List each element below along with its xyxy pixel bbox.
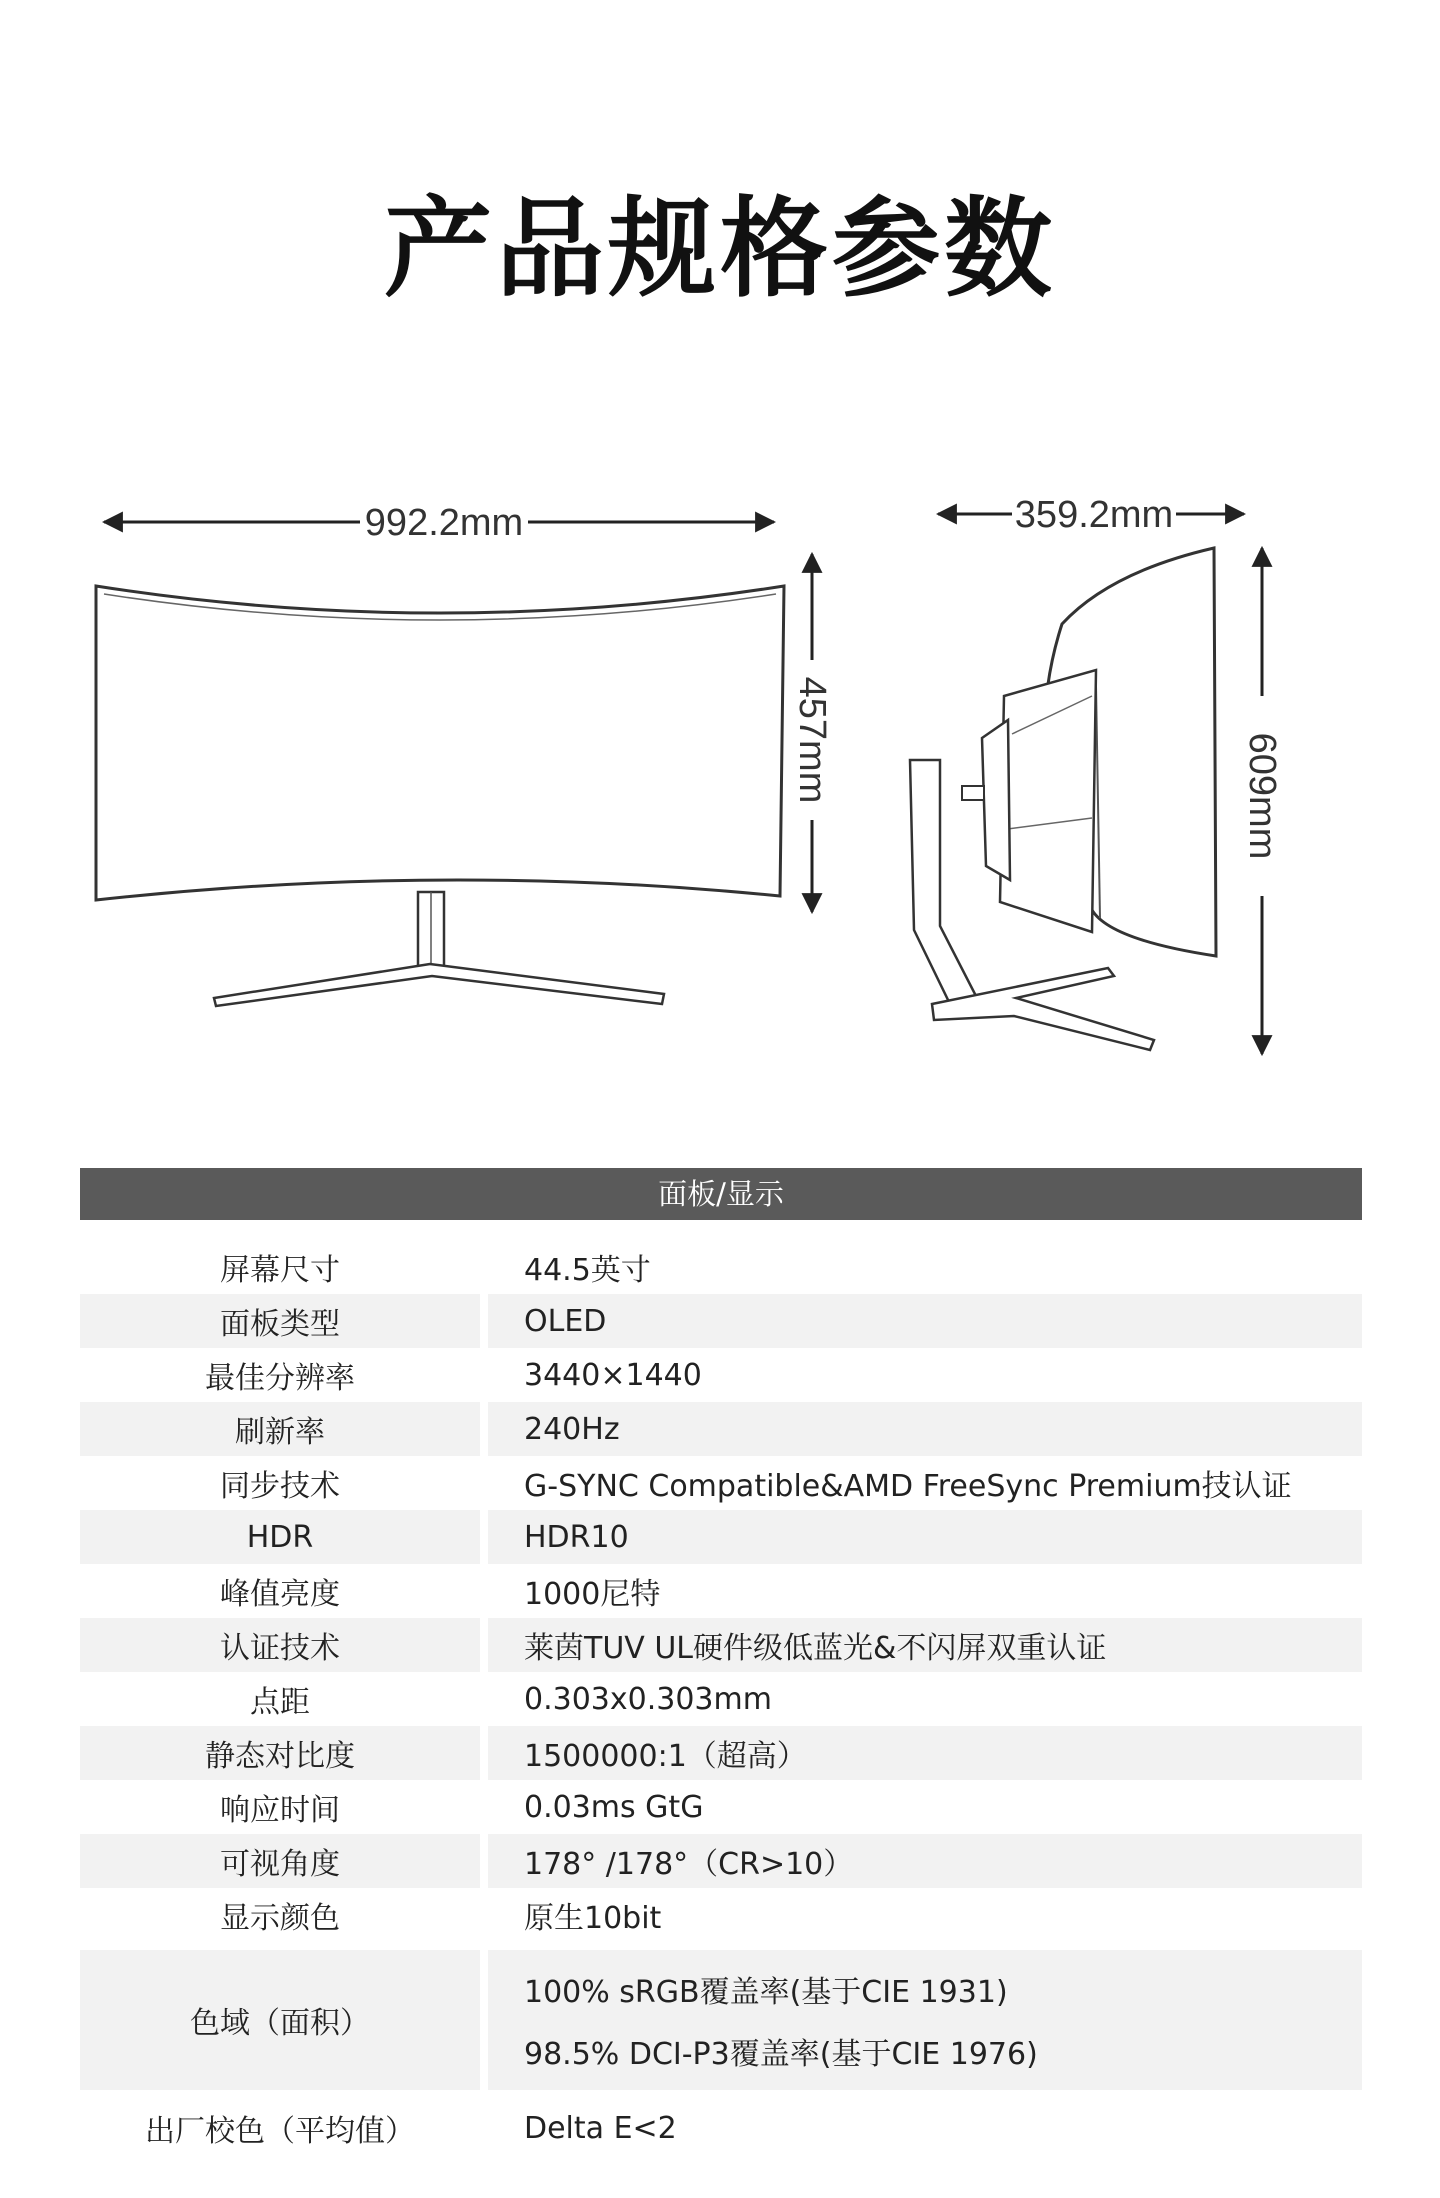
spec-row-refresh-rate — [80, 1402, 1362, 1456]
spec-value: 178° /178°（CR>10） — [488, 1834, 1362, 1888]
spec-label: 屏幕尺寸 — [220, 1253, 340, 1288]
spec-row-pixel-pitch — [80, 1672, 1362, 1726]
section-header: 面板/显示 — [80, 1168, 1362, 1220]
spec-value: 0.03ms GtG — [524, 1789, 704, 1825]
spec-row-sync — [80, 1456, 1362, 1510]
spec-label: 点距 — [250, 1685, 310, 1720]
spec-value: G-SYNC Compatible&AMD FreeSync Premium技认证 — [524, 1469, 1292, 1504]
monitor-dimension-diagram — [0, 470, 1440, 1090]
spec-row-certification — [80, 1618, 1362, 1672]
spec-label: 出厂校色（平均值） — [145, 2114, 415, 2149]
spec-row-contrast — [80, 1726, 1362, 1780]
spec-label: 显示颜色 — [220, 1901, 340, 1936]
monitor-side-view — [910, 548, 1216, 1050]
gamut-dci-p3: 98.5% DCI-P3覆盖率(基于CIE 1976) — [524, 2037, 1038, 2072]
spec-value: 44.5英寸 — [524, 1253, 651, 1288]
depth-dimension — [938, 494, 1244, 536]
spec-value: Delta E<2 — [524, 2110, 677, 2146]
spec-row-color-depth — [80, 1888, 1362, 1942]
spec-row-response-time — [80, 1780, 1362, 1834]
spec-label: 刷新率 — [80, 1402, 480, 1456]
gamut-srgb: 100% sRGB覆盖率(基于CIE 1931) — [524, 1975, 1008, 2010]
spec-value: 1500000:1（超高） — [488, 1726, 1362, 1780]
spec-label: HDR — [80, 1510, 480, 1564]
page-title: 产品规格参数 — [383, 187, 1056, 312]
width-label: 992.2mm — [364, 502, 524, 544]
spec-label: 静态对比度 — [80, 1726, 480, 1780]
height-dimension — [791, 554, 833, 912]
spec-value: 1000尼特 — [524, 1577, 661, 1612]
height-label: 457mm — [791, 676, 833, 804]
spec-label: 最佳分辨率 — [205, 1361, 355, 1396]
spec-value: 莱茵TUV UL硬件级低蓝光&不闪屏双重认证 — [488, 1618, 1362, 1672]
spec-value: 240Hz — [488, 1402, 1362, 1456]
spec-row-brightness — [80, 1564, 1362, 1618]
spec-value — [488, 1950, 1362, 2090]
total-height-label: 609mm — [1241, 732, 1283, 860]
spec-label: 同步技术 — [220, 1469, 340, 1504]
spec-label: 峰值亮度 — [220, 1577, 340, 1612]
spec-label: 响应时间 — [220, 1793, 340, 1828]
spec-table — [80, 1240, 1362, 2158]
spec-row-calibration — [80, 2098, 1362, 2158]
spec-label: 认证技术 — [80, 1618, 480, 1672]
spec-value: 0.303x0.303mm — [524, 1681, 772, 1717]
spec-row-color-gamut — [80, 1950, 1362, 2090]
spec-value: OLED — [488, 1294, 1362, 1348]
spec-label: 色域（面积） — [80, 1950, 480, 2090]
spec-row-resolution — [80, 1348, 1362, 1402]
monitor-front-view — [96, 586, 784, 1006]
spec-row-viewing-angle — [80, 1834, 1362, 1888]
spec-value: 3440×1440 — [524, 1357, 702, 1393]
spec-value: 原生10bit — [524, 1901, 662, 1936]
width-dimension — [104, 502, 774, 544]
spec-value: HDR10 — [488, 1510, 1362, 1564]
spec-row-panel-type — [80, 1294, 1362, 1348]
depth-label: 359.2mm — [1014, 494, 1174, 536]
spec-label: 面板类型 — [80, 1294, 480, 1348]
spec-row-hdr — [80, 1510, 1362, 1564]
spec-row-screen-size — [80, 1240, 1362, 1294]
spec-label: 可视角度 — [80, 1834, 480, 1888]
total-height-dimension — [1241, 548, 1283, 1054]
